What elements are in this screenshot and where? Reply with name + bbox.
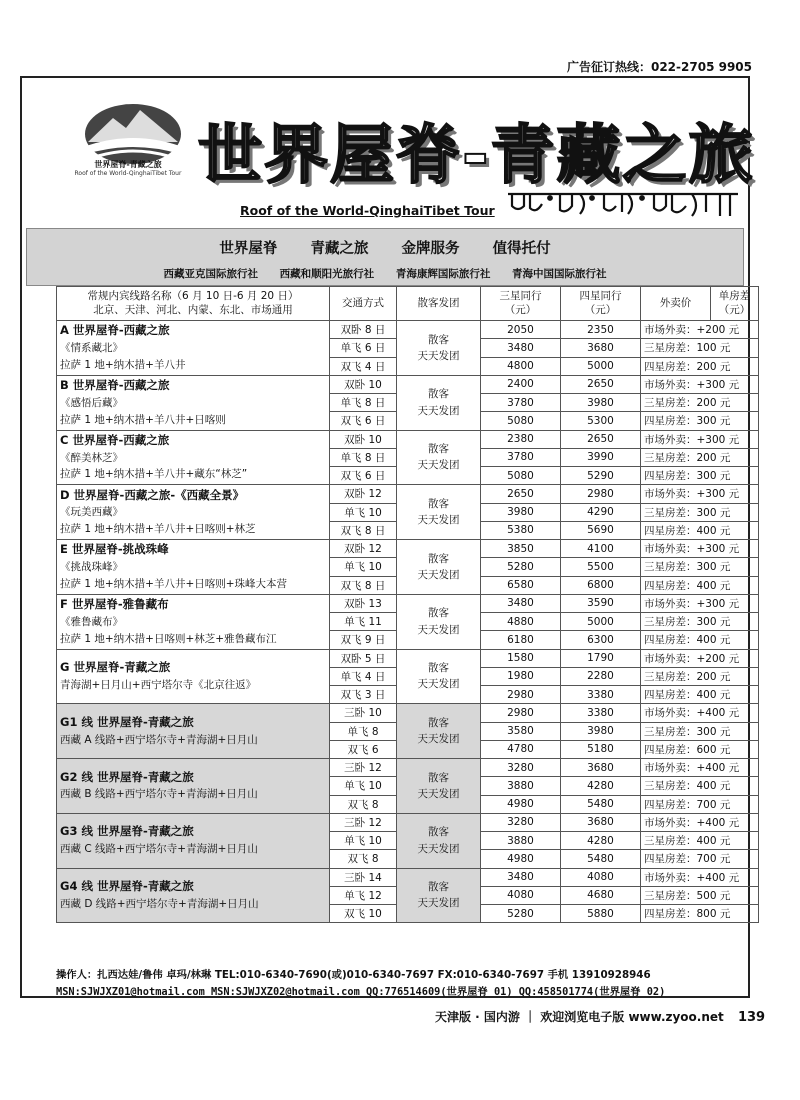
price-note: 三星房差：200 元 [641, 394, 759, 412]
price-note: 三星房差：200 元 [641, 667, 759, 685]
agency-name: 西藏亚克国际旅行社 [163, 268, 259, 280]
departure-line1: 散客 [428, 443, 449, 456]
route-name: D 世界屋脊-西藏之旅-《西藏全景》 [60, 487, 245, 502]
header-route [57, 287, 330, 321]
departure-line2: 天天发团 [417, 623, 460, 636]
page-footer [435, 1008, 765, 1025]
route-itinerary: 拉萨 1 地+纳木措+羊八井+日喀则+珠峰大本营 [60, 577, 288, 590]
tibetan-script-icon [506, 186, 746, 222]
table-row [57, 321, 759, 339]
transport-cell: 双飞 8 日 [330, 576, 397, 594]
departure-line2: 天天发团 [417, 678, 460, 691]
route-itinerary: 西藏 A 线路+西宁塔尔寺+青海湖+日月山 [60, 733, 258, 746]
price-note: 四星房差：300 元 [641, 467, 759, 485]
departure-line1: 散客 [428, 881, 449, 894]
price-note: 市场外卖：+300 元 [641, 485, 759, 503]
price-note: 市场外卖：+300 元 [641, 540, 759, 558]
route-itinerary: 拉萨 1 地+纳木措+羊八井 [60, 358, 186, 371]
four-star-price: 5290 [561, 467, 641, 485]
transport-cell: 三卧 10 [330, 704, 397, 722]
table-row [57, 540, 759, 558]
three-star-price: 3280 [481, 759, 561, 777]
table-row [57, 375, 759, 393]
slogan-item: 青藏之旅 [310, 241, 369, 257]
header-single-line1: 单房差 [718, 289, 751, 302]
route-cell [57, 759, 330, 814]
three-star-price: 3780 [481, 448, 561, 466]
price-note: 四星房差：300 元 [641, 412, 759, 430]
msn-qq-contact: MSN:SJWJXZ01@hotmail.com MSN:SJWJXZ02@hotmail.com QQ:776514609(世界屋脊 01) QQ:458501774(世界屋脊 02) [56, 986, 666, 998]
three-star-price: 2400 [481, 375, 561, 393]
agency-list [27, 266, 743, 281]
transport-cell: 双飞 6 日 [330, 412, 397, 430]
three-star-price: 3480 [481, 339, 561, 357]
logo-en-text: Roof of the World-QinghaiTibet Tour [74, 170, 182, 177]
departure-line2: 天天发团 [417, 897, 460, 910]
route-name: F 世界屋脊-雅鲁藏布 [60, 597, 169, 612]
four-star-price: 3680 [561, 339, 641, 357]
price-note: 市场外卖：+400 元 [641, 813, 759, 831]
transport-cell: 三卧 12 [330, 813, 397, 831]
departure-line1: 散客 [428, 662, 449, 675]
header-three-star-line2: （元） [504, 303, 537, 316]
price-note: 三星房差：200 元 [641, 448, 759, 466]
route-cell [57, 704, 330, 759]
page-number: 139 [737, 1010, 766, 1025]
route-itinerary: 拉萨 1 地+纳木措+羊八井+日喀则+林芝 [60, 523, 256, 536]
four-star-price: 5480 [561, 795, 641, 813]
route-name: G1 线 世界屋脊-青藏之旅 [60, 714, 194, 729]
four-star-price: 2350 [561, 321, 641, 339]
three-star-price: 4080 [481, 886, 561, 904]
table-header-row [57, 287, 759, 321]
agency-name: 西藏和顺阳光旅行社 [279, 268, 375, 280]
table-row [57, 430, 759, 448]
three-star-price: 1980 [481, 667, 561, 685]
transport-cell: 单飞 11 [330, 613, 397, 631]
three-star-price: 2650 [481, 485, 561, 503]
header-route-line1: 常规内宾线路名称（6 月 10 日-6 月 20 日） [87, 289, 299, 302]
slogan-item: 金牌服务 [401, 241, 460, 257]
route-name: G4 线 世界屋脊-青藏之旅 [60, 879, 194, 894]
departure-cell [397, 540, 481, 595]
transport-cell: 单飞 12 [330, 886, 397, 904]
header-four-star-line2: （元） [584, 303, 617, 316]
departure-line2: 天天发团 [417, 787, 460, 800]
transport-cell: 双飞 4 日 [330, 357, 397, 375]
route-name: G3 线 世界屋脊-青藏之旅 [60, 824, 194, 839]
agency-name: 青海康辉国际旅行社 [395, 268, 491, 280]
departure-line2: 天天发团 [417, 733, 460, 746]
route-itinerary: 拉萨 1 地+纳木措+羊八井+藏东“林芝” [60, 468, 248, 481]
route-cell [57, 649, 330, 704]
departure-cell [397, 649, 481, 704]
transport-cell: 双卧 10 [330, 375, 397, 393]
price-note: 三星房差：400 元 [641, 832, 759, 850]
price-table [56, 286, 759, 923]
route-cell [57, 321, 330, 376]
three-star-price: 3480 [481, 594, 561, 612]
header-departure: 散客发团 [397, 287, 481, 321]
header-four-star-line1: 四星同行 [579, 289, 622, 302]
transport-cell: 双飞 8 日 [330, 521, 397, 539]
price-note: 三星房差：300 元 [641, 558, 759, 576]
departure-line2: 天天发团 [417, 842, 460, 855]
price-note: 市场外卖：+200 元 [641, 321, 759, 339]
price-note: 四星房差：400 元 [641, 521, 759, 539]
table-row [57, 813, 759, 831]
departure-line2: 天天发团 [417, 514, 460, 527]
transport-cell: 双飞 3 日 [330, 686, 397, 704]
route-cell [57, 594, 330, 649]
three-star-price: 2050 [481, 321, 561, 339]
header-four-star [561, 287, 641, 321]
route-itinerary: 拉萨 1 地+纳木措+日喀则+林芝+雅鲁藏布江 [60, 632, 277, 645]
route-name: G2 线 世界屋脊-青藏之旅 [60, 769, 194, 784]
transport-cell: 单飞 4 日 [330, 667, 397, 685]
transport-cell: 单飞 8 日 [330, 394, 397, 412]
three-star-price: 6180 [481, 631, 561, 649]
four-star-price: 4280 [561, 832, 641, 850]
departure-line1: 散客 [428, 716, 449, 729]
slogan-line [27, 237, 743, 258]
route-cell [57, 540, 330, 595]
departure-line1: 散客 [428, 826, 449, 839]
departure-cell [397, 430, 481, 485]
three-star-price: 3580 [481, 722, 561, 740]
four-star-price: 5690 [561, 521, 641, 539]
departure-cell [397, 868, 481, 923]
transport-cell: 双卧 12 [330, 540, 397, 558]
four-star-price: 5480 [561, 850, 641, 868]
route-subtitle: 《挑战珠峰》 [60, 561, 123, 574]
agency-name: 青海中国国际旅行社 [511, 268, 607, 280]
price-note: 市场外卖：+300 元 [641, 430, 759, 448]
four-star-price: 3990 [561, 448, 641, 466]
transport-cell: 双飞 8 [330, 795, 397, 813]
three-star-price: 5280 [481, 905, 561, 923]
table-row [57, 704, 759, 722]
header-three-star [481, 287, 561, 321]
route-subtitle: 《感悟后藏》 [60, 396, 123, 409]
slogan-banner [26, 228, 744, 286]
transport-cell: 单飞 10 [330, 777, 397, 795]
departure-cell [397, 321, 481, 376]
slogan-item: 世界屋脊 [219, 241, 278, 257]
transport-cell: 双飞 6 日 [330, 467, 397, 485]
price-note: 市场外卖：+400 元 [641, 704, 759, 722]
route-cell [57, 868, 330, 923]
price-note: 四星房差：200 元 [641, 357, 759, 375]
departure-line1: 散客 [428, 607, 449, 620]
route-subtitle: 《情系藏北》 [60, 342, 123, 355]
header-single-room [711, 287, 759, 321]
four-star-price: 6800 [561, 576, 641, 594]
route-subtitle: 《玩美西藏》 [60, 506, 123, 519]
three-star-price: 3980 [481, 503, 561, 521]
four-star-price: 4080 [561, 868, 641, 886]
transport-cell: 单飞 8 日 [330, 448, 397, 466]
route-itinerary: 西藏 D 线路+西宁塔尔寺+青海湖+日月山 [60, 897, 259, 910]
three-star-price: 5380 [481, 521, 561, 539]
price-note: 四星房差：700 元 [641, 795, 759, 813]
departure-line2: 天天发团 [417, 349, 460, 362]
price-note: 四星房差：400 元 [641, 686, 759, 704]
price-note: 市场外卖：+400 元 [641, 868, 759, 886]
departure-line1: 散客 [428, 333, 449, 346]
four-star-price: 6300 [561, 631, 641, 649]
transport-cell: 双飞 6 [330, 740, 397, 758]
three-star-price: 5280 [481, 558, 561, 576]
four-star-price: 2280 [561, 667, 641, 685]
price-note: 三星房差：300 元 [641, 503, 759, 521]
route-name: E 世界屋脊-挑战珠峰 [60, 542, 169, 557]
departure-line1: 散客 [428, 771, 449, 784]
operator-contact: 操作人：扎西达娃/鲁伟 卓玛/林琳 TEL:010-6340-7690(或)010-6340-7697 FX:010-6340-7697 手机 13910928946 [56, 969, 651, 981]
three-star-price: 6580 [481, 576, 561, 594]
route-itinerary: 拉萨 1 地+纳木措+羊八井+日喀则 [60, 413, 226, 426]
price-note: 市场外卖：+400 元 [641, 759, 759, 777]
four-star-price: 5000 [561, 357, 641, 375]
three-star-price: 4800 [481, 357, 561, 375]
price-note: 四星房差：400 元 [641, 631, 759, 649]
four-star-price: 4680 [561, 886, 641, 904]
price-note: 三星房差：400 元 [641, 777, 759, 795]
transport-cell: 单飞 10 [330, 832, 397, 850]
three-star-price: 2980 [481, 704, 561, 722]
three-star-price: 2980 [481, 686, 561, 704]
price-note: 市场外卖：+200 元 [641, 649, 759, 667]
departure-line2: 天天发团 [417, 459, 460, 472]
four-star-price: 5500 [561, 558, 641, 576]
departure-cell [397, 375, 481, 430]
four-star-price: 2980 [561, 485, 641, 503]
table-row [57, 759, 759, 777]
transport-cell: 双卧 12 [330, 485, 397, 503]
three-star-price: 3850 [481, 540, 561, 558]
route-name: G 世界屋脊-青藏之旅 [60, 660, 171, 675]
four-star-price: 5000 [561, 613, 641, 631]
four-star-price: 3980 [561, 394, 641, 412]
price-note: 市场外卖：+300 元 [641, 594, 759, 612]
price-note: 三星房差：300 元 [641, 722, 759, 740]
four-star-price: 1790 [561, 649, 641, 667]
table-row [57, 868, 759, 886]
price-note: 三星房差：500 元 [641, 886, 759, 904]
route-itinerary: 西藏 B 线路+西宁塔尔寺+青海湖+日月山 [60, 788, 258, 801]
price-note: 四星房差：400 元 [641, 576, 759, 594]
four-star-price: 5180 [561, 740, 641, 758]
four-star-price: 2650 [561, 430, 641, 448]
route-itinerary: 西藏 C 线路+西宁塔尔寺+青海湖+日月山 [60, 843, 258, 856]
four-star-price: 2650 [561, 375, 641, 393]
price-note: 三星房差：300 元 [641, 613, 759, 631]
price-note: 四星房差：600 元 [641, 740, 759, 758]
route-cell [57, 430, 330, 485]
route-cell [57, 485, 330, 540]
transport-cell: 双卧 10 [330, 430, 397, 448]
transport-cell: 单飞 10 [330, 503, 397, 521]
page-subtitle: Roof of the World-QinghaiTibet Tour [240, 203, 495, 218]
three-star-price: 3480 [481, 868, 561, 886]
price-note: 市场外卖：+300 元 [641, 375, 759, 393]
transport-cell: 单飞 8 [330, 722, 397, 740]
four-star-price: 3380 [561, 704, 641, 722]
header-retail: 外卖价 [641, 287, 711, 321]
transport-cell: 三卧 12 [330, 759, 397, 777]
three-star-price: 4980 [481, 795, 561, 813]
four-star-price: 4100 [561, 540, 641, 558]
table-row [57, 649, 759, 667]
transport-cell: 单飞 10 [330, 558, 397, 576]
departure-cell [397, 485, 481, 540]
departure-cell [397, 759, 481, 814]
four-star-price: 3680 [561, 759, 641, 777]
four-star-price: 5880 [561, 905, 641, 923]
transport-cell: 三卧 14 [330, 868, 397, 886]
price-note: 三星房差：100 元 [641, 339, 759, 357]
three-star-price: 3880 [481, 832, 561, 850]
four-star-price: 3980 [561, 722, 641, 740]
departure-line1: 散客 [428, 497, 449, 510]
route-itinerary: 青海湖+日月山+西宁塔尔寺《北京往返》 [60, 678, 257, 691]
three-star-price: 4980 [481, 850, 561, 868]
three-star-price: 3280 [481, 813, 561, 831]
route-cell [57, 813, 330, 868]
ad-hotline: 广告征订热线：022-2705 9905 [566, 60, 752, 74]
four-star-price: 3680 [561, 813, 641, 831]
transport-cell: 双飞 9 日 [330, 631, 397, 649]
transport-cell: 双飞 8 [330, 850, 397, 868]
slogan-item: 值得托付 [492, 241, 551, 257]
three-star-price: 5080 [481, 412, 561, 430]
table-row [57, 594, 759, 612]
route-cell [57, 375, 330, 430]
table-row [57, 485, 759, 503]
three-star-price: 1580 [481, 649, 561, 667]
three-star-price: 2380 [481, 430, 561, 448]
transport-cell: 单飞 6 日 [330, 339, 397, 357]
three-star-price: 4880 [481, 613, 561, 631]
departure-cell [397, 704, 481, 759]
departure-line2: 天天发团 [417, 568, 460, 581]
route-subtitle: 《雅鲁藏布》 [60, 615, 123, 628]
price-note: 四星房差：800 元 [641, 905, 759, 923]
transport-cell: 双卧 13 [330, 594, 397, 612]
price-note: 四星房差：700 元 [641, 850, 759, 868]
four-star-price: 3590 [561, 594, 641, 612]
departure-line1: 散客 [428, 388, 449, 401]
route-name: B 世界屋脊-西藏之旅 [60, 378, 170, 393]
departure-cell [397, 813, 481, 868]
route-subtitle: 《醉美林芝》 [60, 451, 123, 464]
four-star-price: 4290 [561, 503, 641, 521]
header-route-line2: 北京、天津、河北、内蒙、东北、市场通用 [93, 303, 293, 316]
four-star-price: 3380 [561, 686, 641, 704]
header-single-line2: （元） [718, 303, 751, 316]
three-star-price: 5080 [481, 467, 561, 485]
page-title: 世界屋脊-青藏之旅 [198, 119, 755, 193]
transport-cell: 双卧 5 日 [330, 649, 397, 667]
header-transport: 交通方式 [330, 287, 397, 321]
transport-cell: 双卧 8 日 [330, 321, 397, 339]
edition-text: 天津版 · 国内游 ｜ 欢迎浏览电子版 www.zyoo.net [435, 1010, 724, 1024]
header-three-star-line1: 三星同行 [499, 289, 542, 302]
route-name: C 世界屋脊-西藏之旅 [60, 432, 170, 447]
departure-line2: 天天发团 [417, 404, 460, 417]
transport-cell: 双飞 10 [330, 905, 397, 923]
departure-line1: 散客 [428, 552, 449, 565]
four-star-price: 5300 [561, 412, 641, 430]
four-star-price: 4280 [561, 777, 641, 795]
departure-cell [397, 594, 481, 649]
logo-cn-text: 世界屋脊-青藏之旅 [94, 160, 162, 169]
route-name: A 世界屋脊-西藏之旅 [60, 323, 170, 338]
three-star-price: 4780 [481, 740, 561, 758]
three-star-price: 3880 [481, 777, 561, 795]
three-star-price: 3780 [481, 394, 561, 412]
